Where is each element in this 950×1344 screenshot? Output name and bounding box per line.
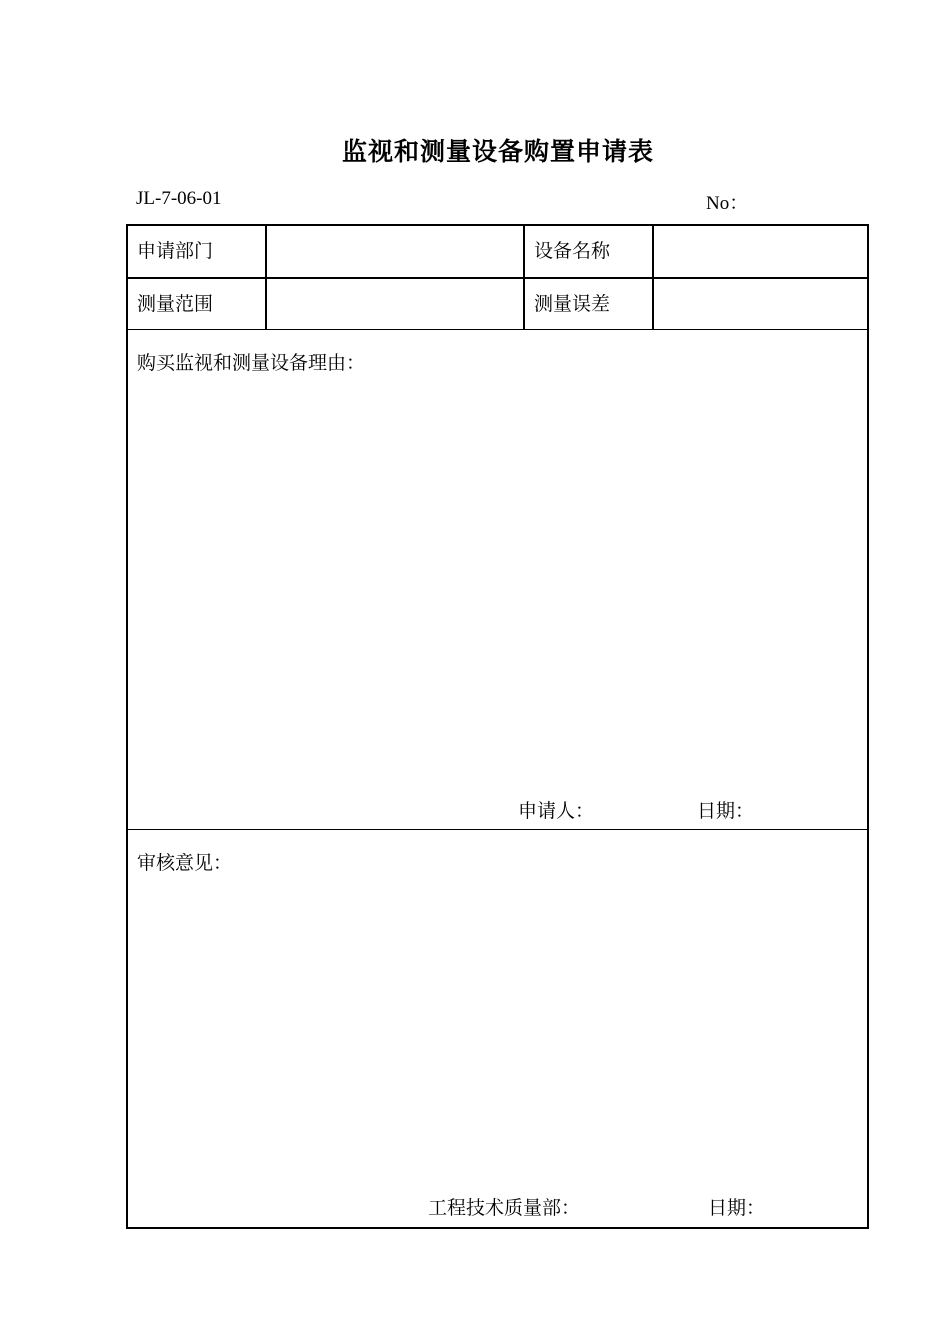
applicant-label: 申请人： — [518, 800, 595, 822]
form-row-dept — [128, 226, 867, 279]
reason-date-label: 日期： — [697, 800, 755, 822]
dept-field[interactable] — [267, 226, 525, 277]
equipment-name-label: 设备名称 — [525, 226, 654, 277]
error-label: 测量误差 — [525, 279, 654, 329]
page-title: 监视和测量设备购置申请表 — [341, 137, 654, 166]
reason-section[interactable] — [128, 330, 867, 830]
document-number-label: No： — [706, 193, 749, 214]
review-section[interactable] — [128, 830, 867, 1227]
dept-label: 申请部门 — [128, 226, 267, 277]
error-field[interactable] — [654, 279, 867, 329]
application-form-table — [126, 224, 869, 1229]
range-label: 测量范围 — [128, 279, 267, 329]
review-label: 审核意见： — [137, 852, 233, 874]
review-date-label: 日期： — [708, 1197, 766, 1219]
form-row-range — [128, 279, 867, 330]
reason-label: 购买监视和测量设备理由： — [137, 352, 366, 374]
engineering-dept-label: 工程技术质量部： — [428, 1197, 581, 1219]
range-field[interactable] — [267, 279, 525, 329]
equipment-name-field[interactable] — [654, 226, 867, 277]
document-code: JL-7-06-01 — [136, 188, 222, 209]
